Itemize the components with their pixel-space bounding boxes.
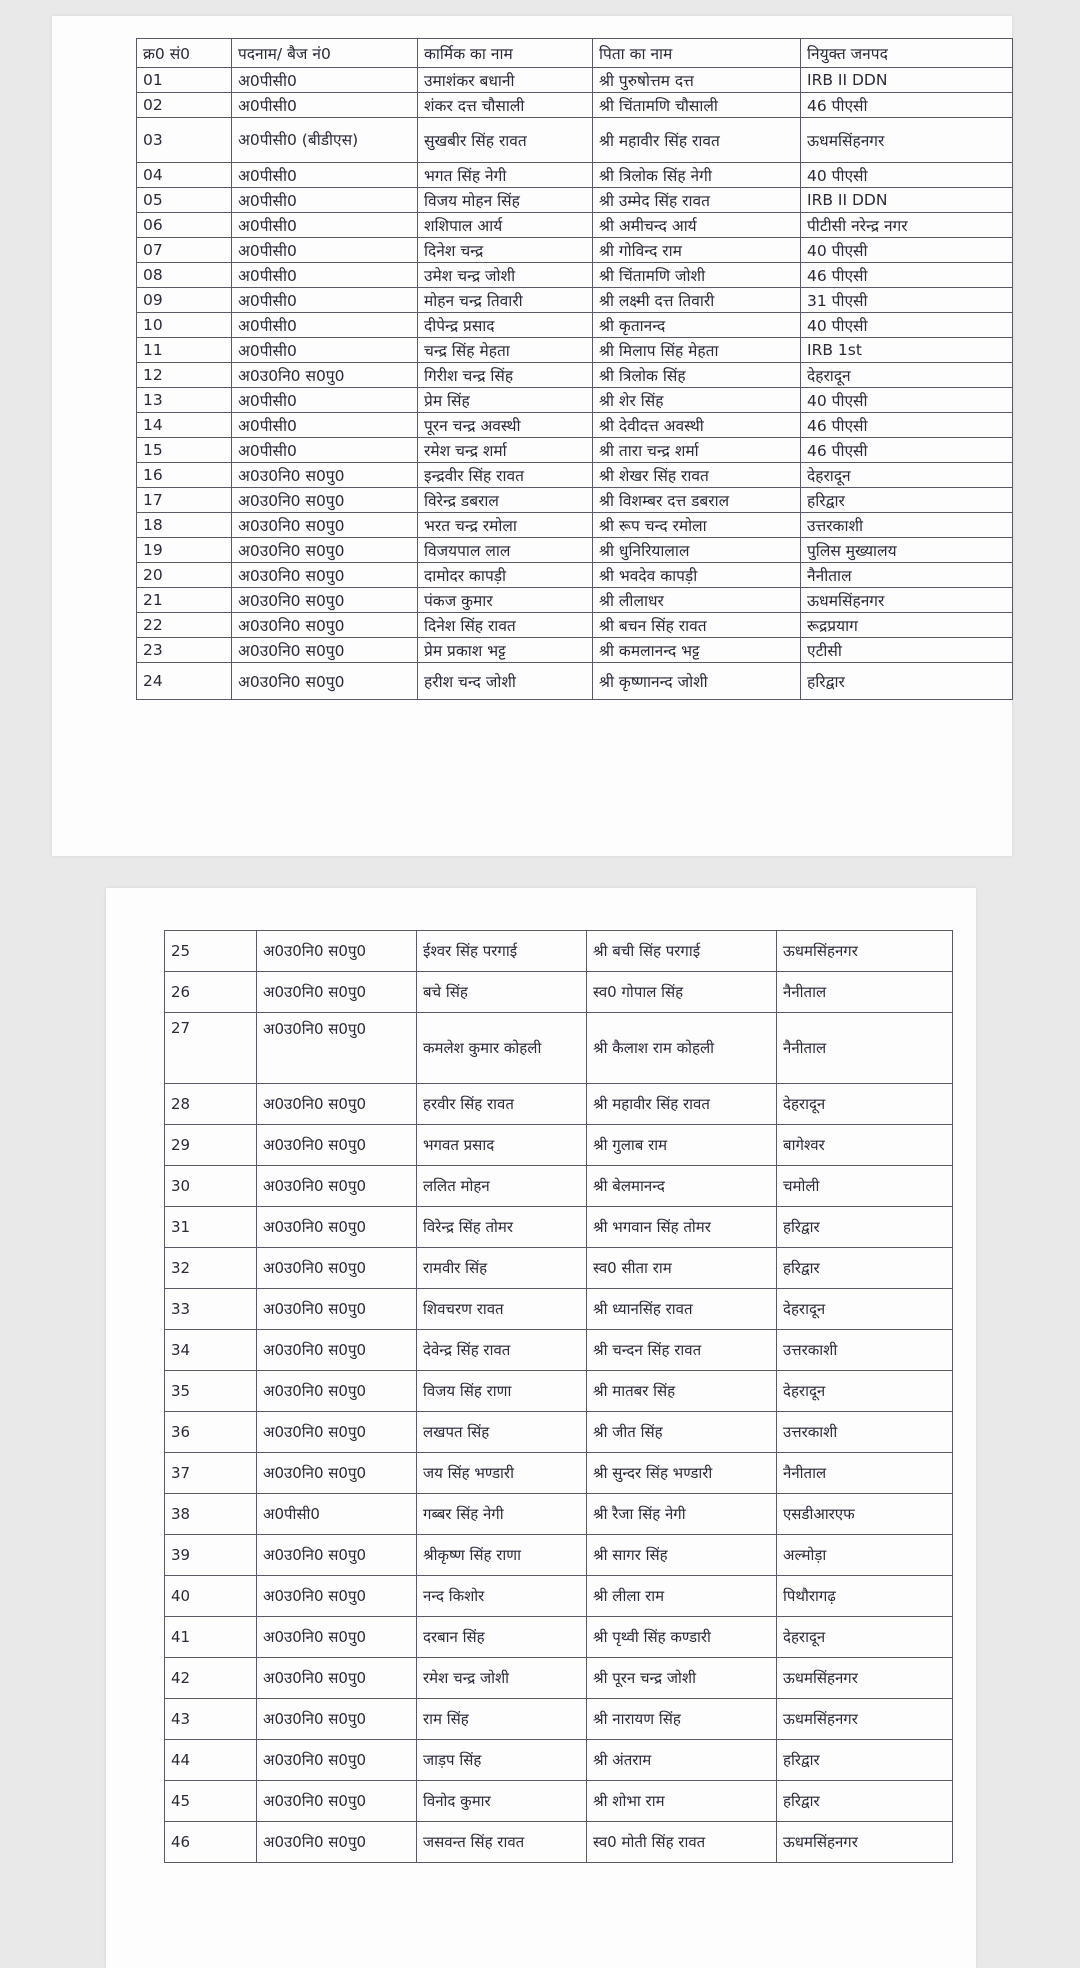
table-row bbox=[165, 1125, 953, 1166]
cell-employee-name: ईश्वर सिंह परगाई bbox=[417, 931, 587, 972]
cell-employee-name: जय सिंह भण्डारी bbox=[417, 1453, 587, 1494]
cell-serial: 41 bbox=[165, 1617, 257, 1658]
table-row bbox=[165, 1248, 953, 1289]
cell-serial: 31 bbox=[165, 1207, 257, 1248]
cell-employee-name: दीपेन्द्र प्रसाद bbox=[418, 313, 593, 338]
table-row bbox=[165, 1576, 953, 1617]
cell-father-name: श्री अंतराम bbox=[587, 1740, 777, 1781]
table-row bbox=[165, 1166, 953, 1207]
cell-designation: अ0उ0नि0 स0पु0 bbox=[232, 613, 418, 638]
cell-posted-district: 40 पीएसी bbox=[801, 238, 1013, 263]
cell-serial: 07 bbox=[137, 238, 232, 263]
cell-employee-name: भरत चन्द्र रमोला bbox=[418, 513, 593, 538]
cell-employee-name: जाड़प सिंह bbox=[417, 1740, 587, 1781]
cell-employee-name: चन्द्र सिंह मेहता bbox=[418, 338, 593, 363]
cell-designation: अ0पीसी0 bbox=[232, 438, 418, 463]
cell-serial: 15 bbox=[137, 438, 232, 463]
cell-designation: अ0पीसी0 bbox=[232, 188, 418, 213]
table-row bbox=[137, 563, 1013, 588]
cell-father-name: श्री लक्ष्मी दत्त तिवारी bbox=[593, 288, 801, 313]
cell-serial: 24 bbox=[137, 663, 232, 700]
table-row bbox=[165, 1535, 953, 1576]
cell-designation: अ0पीसी0 bbox=[232, 388, 418, 413]
cell-father-name: श्री धुनिरियालाल bbox=[593, 538, 801, 563]
cell-posted-district: देहरादून bbox=[801, 463, 1013, 488]
cell-designation: अ0उ0नि0 स0पु0 bbox=[257, 1125, 417, 1166]
cell-posted-district: हरिद्वार bbox=[777, 1781, 953, 1822]
cell-employee-name: श्रीकृष्ण सिंह राणा bbox=[417, 1535, 587, 1576]
cell-employee-name: देवेन्द्र सिंह रावत bbox=[417, 1330, 587, 1371]
cell-designation: अ0उ0नि0 स0पु0 bbox=[257, 1781, 417, 1822]
cell-serial: 01 bbox=[137, 68, 232, 93]
cell-father-name: श्री देवीदत्त अवस्थी bbox=[593, 413, 801, 438]
cell-posted-district: हरिद्वार bbox=[801, 488, 1013, 513]
cell-father-name: श्री लीलाधर bbox=[593, 588, 801, 613]
table-row bbox=[137, 238, 1013, 263]
cell-father-name: श्री कृतानन्द bbox=[593, 313, 801, 338]
cell-father-name: श्री उम्मेद सिंह रावत bbox=[593, 188, 801, 213]
cell-father-name: श्री पूरन चन्द्र जोशी bbox=[587, 1658, 777, 1699]
cell-father-name: श्री त्रिलोक सिंह नेगी bbox=[593, 163, 801, 188]
cell-serial: 11 bbox=[137, 338, 232, 363]
cell-designation: अ0उ0नि0 स0पु0 bbox=[232, 638, 418, 663]
cell-father-name: स्व0 सीता राम bbox=[587, 1248, 777, 1289]
cell-posted-district: 40 पीएसी bbox=[801, 163, 1013, 188]
cell-father-name: श्री पृथ्वी सिंह कण्डारी bbox=[587, 1617, 777, 1658]
cell-designation: अ0उ0नि0 स0पु0 bbox=[257, 931, 417, 972]
cell-father-name: श्री रूप चन्द रमोला bbox=[593, 513, 801, 538]
cell-posted-district: देहरादून bbox=[801, 363, 1013, 388]
cell-employee-name: नन्द किशोर bbox=[417, 1576, 587, 1617]
table-row bbox=[137, 638, 1013, 663]
table-row bbox=[165, 1330, 953, 1371]
cell-posted-district: देहरादून bbox=[777, 1371, 953, 1412]
table-row bbox=[137, 118, 1013, 163]
cell-serial: 39 bbox=[165, 1535, 257, 1576]
cell-posted-district: IRB 1st bbox=[801, 338, 1013, 363]
cell-employee-name: मोहन चन्द्र तिवारी bbox=[418, 288, 593, 313]
cell-serial: 22 bbox=[137, 613, 232, 638]
header-employee-name: कार्मिक का नाम bbox=[418, 39, 593, 68]
cell-posted-district: उत्तरकाशी bbox=[777, 1330, 953, 1371]
cell-father-name: श्री भगवान सिंह तोमर bbox=[587, 1207, 777, 1248]
cell-posted-district: ऊधमसिंहनगर bbox=[777, 1822, 953, 1863]
cell-serial: 13 bbox=[137, 388, 232, 413]
cell-posted-district: ऊधमसिंहनगर bbox=[801, 588, 1013, 613]
cell-designation: अ0उ0नि0 स0पु0 bbox=[232, 513, 418, 538]
cell-posted-district: पिथौरागढ़ bbox=[777, 1576, 953, 1617]
cell-posted-district: ऊधमसिंहनगर bbox=[777, 1658, 953, 1699]
table-row bbox=[165, 972, 953, 1013]
cell-father-name: स्व0 गोपाल सिंह bbox=[587, 972, 777, 1013]
cell-serial: 10 bbox=[137, 313, 232, 338]
cell-employee-name: भगवत प्रसाद bbox=[417, 1125, 587, 1166]
cell-serial: 08 bbox=[137, 263, 232, 288]
cell-employee-name: दिनेश चन्द्र bbox=[418, 238, 593, 263]
cell-father-name: श्री बचन सिंह रावत bbox=[593, 613, 801, 638]
cell-employee-name: बचे सिंह bbox=[417, 972, 587, 1013]
cell-posted-district: चमोली bbox=[777, 1166, 953, 1207]
cell-serial: 29 bbox=[165, 1125, 257, 1166]
cell-designation: अ0उ0नि0 स0पु0 bbox=[257, 1371, 417, 1412]
cell-posted-district: IRB II DDN bbox=[801, 188, 1013, 213]
cell-serial: 37 bbox=[165, 1453, 257, 1494]
cell-posted-district: अल्मोड़ा bbox=[777, 1535, 953, 1576]
cell-posted-district: नैनीताल bbox=[777, 1453, 953, 1494]
cell-serial: 35 bbox=[165, 1371, 257, 1412]
cell-employee-name: विजय सिंह राणा bbox=[417, 1371, 587, 1412]
cell-designation: अ0पीसी0 bbox=[232, 263, 418, 288]
cell-serial: 25 bbox=[165, 931, 257, 972]
cell-designation: अ0पीसी0 bbox=[232, 238, 418, 263]
table-row bbox=[137, 663, 1013, 700]
table-row bbox=[137, 68, 1013, 93]
cell-employee-name: पंकज कुमार bbox=[418, 588, 593, 613]
cell-posted-district: देहरादून bbox=[777, 1084, 953, 1125]
cell-employee-name: हरीश चन्द जोशी bbox=[418, 663, 593, 700]
cell-father-name: श्री नारायण सिंह bbox=[587, 1699, 777, 1740]
cell-designation: अ0पीसी0 bbox=[232, 163, 418, 188]
cell-serial: 46 bbox=[165, 1822, 257, 1863]
cell-designation: अ0उ0नि0 स0पु0 bbox=[257, 1412, 417, 1453]
cell-employee-name: ललित मोहन bbox=[417, 1166, 587, 1207]
cell-serial: 05 bbox=[137, 188, 232, 213]
cell-father-name: श्री विशम्बर दत्त डबराल bbox=[593, 488, 801, 513]
cell-employee-name: उमाशंकर बधानी bbox=[418, 68, 593, 93]
cell-posted-district: 40 पीएसी bbox=[801, 388, 1013, 413]
cell-father-name: श्री बेलमानन्द bbox=[587, 1166, 777, 1207]
cell-designation: अ0उ0नि0 स0पु0 bbox=[257, 972, 417, 1013]
cell-employee-name: रामवीर सिंह bbox=[417, 1248, 587, 1289]
cell-employee-name: लखपत सिंह bbox=[417, 1412, 587, 1453]
cell-serial: 04 bbox=[137, 163, 232, 188]
document-page-1 bbox=[52, 16, 1012, 856]
cell-posted-district: 31 पीएसी bbox=[801, 288, 1013, 313]
header-designation: पदनाम/ बैज नं0 bbox=[232, 39, 418, 68]
cell-designation: अ0उ0नि0 स0पु0 bbox=[257, 1535, 417, 1576]
table-row bbox=[165, 1289, 953, 1330]
cell-designation: अ0उ0नि0 स0पु0 bbox=[257, 1207, 417, 1248]
cell-posted-district: पीटीसी नरेन्द्र नगर bbox=[801, 213, 1013, 238]
table-row bbox=[137, 338, 1013, 363]
cell-father-name: श्री महावीर सिंह रावत bbox=[587, 1084, 777, 1125]
cell-designation: अ0पीसी0 bbox=[232, 413, 418, 438]
cell-employee-name: विजयपाल लाल bbox=[418, 538, 593, 563]
cell-father-name: श्री गुलाब राम bbox=[587, 1125, 777, 1166]
cell-employee-name: प्रेम सिंह bbox=[418, 388, 593, 413]
table-header-row bbox=[137, 39, 1013, 68]
table-row bbox=[165, 1781, 953, 1822]
cell-father-name: श्री तारा चन्द्र शर्मा bbox=[593, 438, 801, 463]
cell-employee-name: शशिपाल आर्य bbox=[418, 213, 593, 238]
cell-employee-name: कमलेश कुमार कोहली bbox=[417, 1013, 587, 1084]
cell-serial: 28 bbox=[165, 1084, 257, 1125]
cell-father-name: श्री बची सिंह परगाई bbox=[587, 931, 777, 972]
cell-designation: अ0उ0नि0 स0पु0 bbox=[232, 488, 418, 513]
cell-posted-district: देहरादून bbox=[777, 1617, 953, 1658]
cell-posted-district: 40 पीएसी bbox=[801, 313, 1013, 338]
cell-designation: अ0उ0नि0 स0पु0 bbox=[257, 1166, 417, 1207]
table-row bbox=[165, 1617, 953, 1658]
cell-employee-name: उमेश चन्द्र जोशी bbox=[418, 263, 593, 288]
table-row bbox=[137, 588, 1013, 613]
cell-serial: 20 bbox=[137, 563, 232, 588]
document-page-2 bbox=[106, 888, 976, 1968]
cell-posted-district: देहरादून bbox=[777, 1289, 953, 1330]
table-row bbox=[137, 488, 1013, 513]
cell-father-name: श्री चन्दन सिंह रावत bbox=[587, 1330, 777, 1371]
cell-designation: अ0उ0नि0 स0पु0 bbox=[232, 563, 418, 588]
table-row bbox=[137, 363, 1013, 388]
cell-serial: 21 bbox=[137, 588, 232, 613]
cell-employee-name: दामोदर कापड़ी bbox=[418, 563, 593, 588]
cell-employee-name: प्रेम प्रकाश भट्ट bbox=[418, 638, 593, 663]
cell-designation: अ0उ0नि0 स0पु0 bbox=[257, 1084, 417, 1125]
table-row bbox=[137, 263, 1013, 288]
cell-father-name: स्व0 मोती सिंह रावत bbox=[587, 1822, 777, 1863]
cell-employee-name: इन्द्रवीर सिंह रावत bbox=[418, 463, 593, 488]
table-row bbox=[137, 463, 1013, 488]
table-row bbox=[137, 213, 1013, 238]
cell-serial: 03 bbox=[137, 118, 232, 163]
cell-employee-name: भगत सिंह नेगी bbox=[418, 163, 593, 188]
cell-serial: 02 bbox=[137, 93, 232, 118]
cell-posted-district: 46 पीएसी bbox=[801, 263, 1013, 288]
cell-father-name: श्री रैजा सिंह नेगी bbox=[587, 1494, 777, 1535]
cell-serial: 19 bbox=[137, 538, 232, 563]
cell-employee-name: गब्बर सिंह नेगी bbox=[417, 1494, 587, 1535]
cell-designation: अ0पीसी0 bbox=[232, 68, 418, 93]
table-row bbox=[137, 163, 1013, 188]
cell-posted-district: 46 पीएसी bbox=[801, 438, 1013, 463]
cell-employee-name: हरवीर सिंह रावत bbox=[417, 1084, 587, 1125]
cell-posted-district: पुलिस मुख्यालय bbox=[801, 538, 1013, 563]
cell-father-name: श्री चिंतामणि चौसाली bbox=[593, 93, 801, 118]
table-row bbox=[137, 513, 1013, 538]
cell-father-name: श्री गोविन्द राम bbox=[593, 238, 801, 263]
cell-employee-name: रमेश चन्द्र जोशी bbox=[417, 1658, 587, 1699]
table-row bbox=[137, 438, 1013, 463]
cell-designation: अ0पीसी0 bbox=[232, 288, 418, 313]
cell-designation: अ0उ0नि0 स0पु0 bbox=[257, 1699, 417, 1740]
cell-employee-name: शिवचरण रावत bbox=[417, 1289, 587, 1330]
table-row bbox=[165, 1822, 953, 1863]
cell-father-name: श्री कमलानन्द भट्ट bbox=[593, 638, 801, 663]
cell-designation: अ0उ0नि0 स0पु0 bbox=[257, 1617, 417, 1658]
cell-employee-name: विनोद कुमार bbox=[417, 1781, 587, 1822]
cell-father-name: श्री शेखर सिंह रावत bbox=[593, 463, 801, 488]
cell-serial: 42 bbox=[165, 1658, 257, 1699]
cell-designation: अ0पीसी0 bbox=[232, 213, 418, 238]
table-row bbox=[165, 1699, 953, 1740]
table-row bbox=[137, 288, 1013, 313]
cell-posted-district: एसडीआरएफ bbox=[777, 1494, 953, 1535]
cell-father-name: श्री अमीचन्द आर्य bbox=[593, 213, 801, 238]
cell-designation: अ0उ0नि0 स0पु0 bbox=[257, 1740, 417, 1781]
cell-posted-district: 46 पीएसी bbox=[801, 93, 1013, 118]
cell-posted-district: बागेश्वर bbox=[777, 1125, 953, 1166]
cell-designation: अ0पीसी0 bbox=[232, 313, 418, 338]
cell-designation: अ0उ0नि0 स0पु0 bbox=[257, 1453, 417, 1494]
cell-posted-district: रूद्रप्रयाग bbox=[801, 613, 1013, 638]
table-row bbox=[165, 1084, 953, 1125]
cell-employee-name: सुखबीर सिंह रावत bbox=[418, 118, 593, 163]
table-row bbox=[137, 413, 1013, 438]
header-posted-district: नियुक्त जनपद bbox=[801, 39, 1013, 68]
cell-father-name: श्री महावीर सिंह रावत bbox=[593, 118, 801, 163]
table-row bbox=[137, 613, 1013, 638]
table-row bbox=[165, 1013, 953, 1084]
cell-father-name: श्री पुरुषोत्तम दत्त bbox=[593, 68, 801, 93]
cell-posted-district: ऊधमसिंहनगर bbox=[801, 118, 1013, 163]
cell-serial: 38 bbox=[165, 1494, 257, 1535]
cell-posted-district: IRB II DDN bbox=[801, 68, 1013, 93]
cell-posted-district: ऊधमसिंहनगर bbox=[777, 1699, 953, 1740]
table-row bbox=[165, 931, 953, 972]
cell-posted-district: नैनीताल bbox=[801, 563, 1013, 588]
cell-posted-district: हरिद्वार bbox=[777, 1207, 953, 1248]
cell-employee-name: शंकर दत्त चौसाली bbox=[418, 93, 593, 118]
header-father-name: पिता का नाम bbox=[593, 39, 801, 68]
cell-designation: अ0उ0नि0 स0पु0 bbox=[232, 363, 418, 388]
cell-posted-district: हरिद्वार bbox=[801, 663, 1013, 700]
cell-serial: 06 bbox=[137, 213, 232, 238]
cell-father-name: श्री चिंतामणि जोशी bbox=[593, 263, 801, 288]
table-row bbox=[165, 1453, 953, 1494]
cell-serial: 27 bbox=[165, 1013, 257, 1084]
cell-employee-name: रमेश चन्द्र शर्मा bbox=[418, 438, 593, 463]
cell-father-name: श्री सुन्दर सिंह भण्डारी bbox=[587, 1453, 777, 1494]
cell-designation: अ0उ0नि0 स0पु0 bbox=[232, 463, 418, 488]
cell-father-name: श्री शेर सिंह bbox=[593, 388, 801, 413]
cell-employee-name: दिनेश सिंह रावत bbox=[418, 613, 593, 638]
cell-posted-district: हरिद्वार bbox=[777, 1740, 953, 1781]
cell-father-name: श्री ध्यानसिंह रावत bbox=[587, 1289, 777, 1330]
table-row bbox=[165, 1207, 953, 1248]
table-row bbox=[137, 313, 1013, 338]
cell-father-name: श्री जीत सिंह bbox=[587, 1412, 777, 1453]
table-row bbox=[165, 1740, 953, 1781]
cell-father-name: श्री सागर सिंह bbox=[587, 1535, 777, 1576]
cell-posted-district: उत्तरकाशी bbox=[777, 1412, 953, 1453]
cell-employee-name: विरेन्द्र सिंह तोमर bbox=[417, 1207, 587, 1248]
cell-designation: अ0उ0नि0 स0पु0 bbox=[232, 588, 418, 613]
table-row bbox=[165, 1371, 953, 1412]
cell-posted-district: हरिद्वार bbox=[777, 1248, 953, 1289]
cell-posted-district: 46 पीएसी bbox=[801, 413, 1013, 438]
header-serial: क्र0 सं0 bbox=[137, 39, 232, 68]
table-row bbox=[137, 188, 1013, 213]
cell-father-name: श्री कृष्णानन्द जोशी bbox=[593, 663, 801, 700]
cell-designation: अ0उ0नि0 स0पु0 bbox=[257, 1330, 417, 1371]
table-row bbox=[165, 1658, 953, 1699]
cell-father-name: श्री मातबर सिंह bbox=[587, 1371, 777, 1412]
cell-serial: 12 bbox=[137, 363, 232, 388]
cell-father-name: श्री भवदेव कापड़ी bbox=[593, 563, 801, 588]
cell-serial: 09 bbox=[137, 288, 232, 313]
cell-employee-name: पूरन चन्द्र अवस्थी bbox=[418, 413, 593, 438]
cell-serial: 34 bbox=[165, 1330, 257, 1371]
table-row bbox=[165, 1412, 953, 1453]
cell-designation: अ0उ0नि0 स0पु0 bbox=[257, 1013, 417, 1084]
cell-serial: 14 bbox=[137, 413, 232, 438]
cell-designation: अ0उ0नि0 स0पु0 bbox=[257, 1822, 417, 1863]
cell-posted-district: उत्तरकाशी bbox=[801, 513, 1013, 538]
cell-designation: अ0उ0नि0 स0पु0 bbox=[232, 538, 418, 563]
cell-designation: अ0पीसी0 bbox=[232, 338, 418, 363]
cell-serial: 43 bbox=[165, 1699, 257, 1740]
personnel-table-page-2 bbox=[164, 930, 953, 1863]
cell-serial: 18 bbox=[137, 513, 232, 538]
cell-designation: अ0उ0नि0 स0पु0 bbox=[232, 663, 418, 700]
cell-father-name: श्री लीला राम bbox=[587, 1576, 777, 1617]
cell-serial: 30 bbox=[165, 1166, 257, 1207]
table-row bbox=[137, 388, 1013, 413]
cell-posted-district: ऊधमसिंहनगर bbox=[777, 931, 953, 972]
cell-posted-district: नैनीताल bbox=[777, 972, 953, 1013]
cell-designation: अ0पीसी0 bbox=[232, 93, 418, 118]
personnel-table-page-1 bbox=[136, 38, 1013, 700]
cell-father-name: श्री कैलाश राम कोहली bbox=[587, 1013, 777, 1084]
cell-designation: अ0उ0नि0 स0पु0 bbox=[257, 1658, 417, 1699]
cell-serial: 36 bbox=[165, 1412, 257, 1453]
cell-serial: 26 bbox=[165, 972, 257, 1013]
cell-employee-name: विजय मोहन सिंह bbox=[418, 188, 593, 213]
cell-employee-name: दरबान सिंह bbox=[417, 1617, 587, 1658]
cell-designation: अ0उ0नि0 स0पु0 bbox=[257, 1289, 417, 1330]
cell-designation: अ0पीसी0 (बीडीएस) bbox=[232, 118, 418, 163]
cell-serial: 32 bbox=[165, 1248, 257, 1289]
cell-posted-district: एटीसी bbox=[801, 638, 1013, 663]
cell-employee-name: राम सिंह bbox=[417, 1699, 587, 1740]
cell-serial: 23 bbox=[137, 638, 232, 663]
cell-serial: 17 bbox=[137, 488, 232, 513]
cell-designation: अ0उ0नि0 स0पु0 bbox=[257, 1576, 417, 1617]
cell-designation: अ0पीसी0 bbox=[257, 1494, 417, 1535]
cell-serial: 45 bbox=[165, 1781, 257, 1822]
cell-father-name: श्री शोभा राम bbox=[587, 1781, 777, 1822]
cell-father-name: श्री त्रिलोक सिंह bbox=[593, 363, 801, 388]
cell-serial: 40 bbox=[165, 1576, 257, 1617]
table-row bbox=[165, 1494, 953, 1535]
cell-serial: 44 bbox=[165, 1740, 257, 1781]
cell-serial: 33 bbox=[165, 1289, 257, 1330]
cell-employee-name: गिरीश चन्द्र सिंह bbox=[418, 363, 593, 388]
table-row bbox=[137, 93, 1013, 118]
cell-posted-district: नैनीताल bbox=[777, 1013, 953, 1084]
table-row bbox=[137, 538, 1013, 563]
cell-employee-name: जसवन्त सिंह रावत bbox=[417, 1822, 587, 1863]
cell-designation: अ0उ0नि0 स0पु0 bbox=[257, 1248, 417, 1289]
cell-serial: 16 bbox=[137, 463, 232, 488]
cell-employee-name: विरेन्द्र डबराल bbox=[418, 488, 593, 513]
cell-father-name: श्री मिलाप सिंह मेहता bbox=[593, 338, 801, 363]
